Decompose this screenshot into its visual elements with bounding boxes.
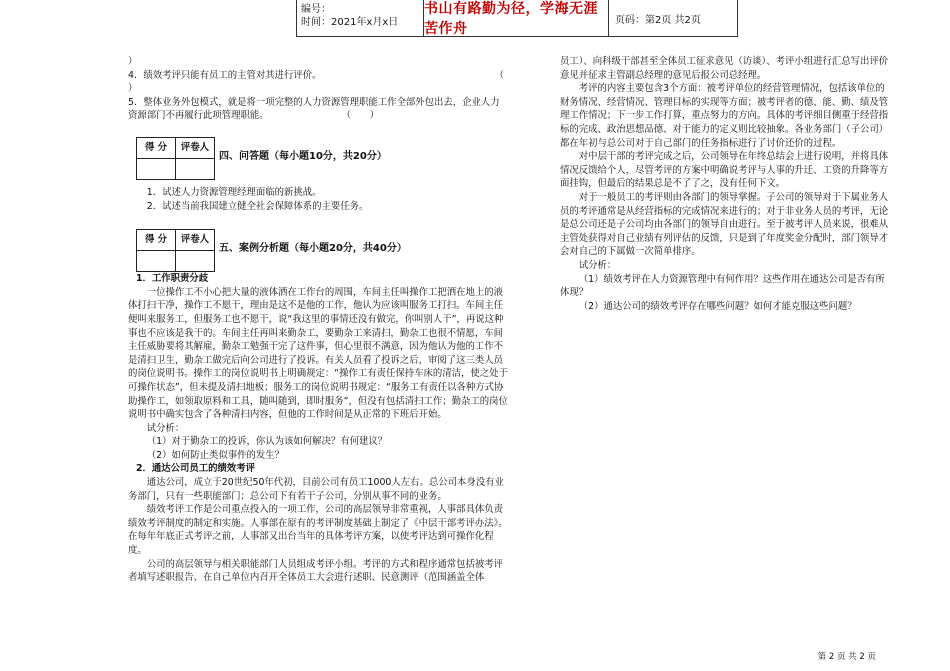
section-4-question-2: 2．试述当前我国建立健全社会保障体系的主要任务。 [146, 200, 369, 212]
score-label: 得 分 [137, 230, 176, 251]
score-cell[interactable] [137, 158, 176, 179]
grader-label: 评卷人 [176, 137, 215, 158]
case-2-paragraph-3-cont: 员工）、向科级干部甚至全体员工征求意见（访谈）、考评小组进行汇总写出评价意见并征求主管副总经理的意见后报公司总经理。 [560, 56, 889, 81]
code-label: 编号： [301, 4, 331, 15]
case-1-question-1: （1）对于勤杂工的投诉，你认为该如何解决？有何建议？ [146, 436, 388, 448]
case-2-paragraph-6: 对于一般员工的考评则由各部门的领导掌握。子公司的领导对于下属业务人员的考评通常是从经营指标的完成情况来进行的；对于非业务人员的考评，无论是总公司还是子公司均由各部门的领导自由进行。至于被考评人员来说，很难从主管处获得对自己业绩有列评估的反馈，只是到了年度奖金分配时，部门领导才会对自己的下属做一次简单排序。 [560, 191, 889, 258]
true-false-item-4 [128, 69, 508, 83]
case-2-paragraph-3: 公司的高层领导与相关职能部门人员组成考评小组。考评的方式和程序通常包括被考评者填写述职报告、在自己单位内召开全体员工大会进行述职、民意测评（范围涵盖全体 [128, 558, 504, 584]
case-2-paragraph-2: 绩效考评工作是公司重点投入的一项工作，公司的高层领导非常重视，人事部具体负责绩效考评制度的制定和实施。人事部在原有的考评制度基础上制定了《中层干部考评办法》。在每年年底正式考评之前，人事部又出台当年的具体考评方案，以使考评达到可操作化程度。 [128, 504, 508, 557]
case-2-question-1: （1）绩效考评在人力资源管理中有何作用？这些作用在通达公司是否有所体现？ [560, 273, 885, 299]
section-4-header [136, 137, 508, 180]
section-5-header [136, 229, 508, 272]
prev-item-close: ） [128, 56, 138, 67]
case-2-paragraph-5: 对中层干部的考评完成之后，公司领导在年终总结会上进行说明，并将具体情况反馈给个人，尽管考评的方案中明确说考评与人事的升迁、工资的升降等方面挂钩，但最后的结果总是不了了之，没有任何下文。 [560, 151, 889, 190]
case-2-title: 2．通达公司员工的绩效考评 [136, 463, 256, 475]
section-5-title: 五、案例分析题（每小题20分，共40分） [219, 242, 407, 254]
score-cell[interactable] [137, 251, 176, 272]
case-2-paragraph-1: 通达公司，成立于20世纪50年代初，目前公司有员工1000人左右。总公司本身没有业务部门，只有一些职能部门；总公司下有若干子公司，分别从事不同的业务。 [128, 477, 504, 502]
score-table-4 [136, 137, 215, 180]
page-footer: 第 2 页 共 2 页 [817, 652, 876, 662]
case-1-title: 1．工作职责分歧 [136, 273, 209, 285]
case-1-body: 一位操作工不小心把大量的液体洒在工作台的周围，车间主任叫操作工把洒在地上的液体打扫干净，操作工不愿干，理由是这不是他的工作，他认为应该叫服务工打扫。车间主任便叫来服务工，但服务工也不愿干，说“我这里的事情还没有做完，你叫别人干”，再说这种事也不应该是我干的。车间主任再叫来勤杂工，要勤杂工来清扫，勤杂工也很不情愿，车间主任威胁要将其解雇，勤杂工勉强干完了这件事，但心里很不满意，因为他认为他的工作不是清扫卫生，勤杂工做完后向公司进行了投诉。有关人员看了投诉之后，审阅了这三类人员的岗位说明书。操作工的岗位说明书上明确规定：“操作工有责任保持车床的清洁，使之处于可操作状态”，但未提及清扫地板；服务工的岗位说明书规定：“服务工有责任以各种方式协助操作工，如领取原料和工具，随叫随到，即时服务”，但没有包括清扫工作；勤杂工的岗位说明书中确实包含了各种清扫内容，但他的工作时间是从正常的下班后开始。 [128, 286, 508, 421]
header-motto: 书山有路勤为径，学海无涯苦作舟 [424, 0, 609, 36]
left-column [128, 55, 508, 585]
case-2-paragraph-4: 考评的内容主要包含3个方面：被考评单位的经营管理情况，包括该单位的财务情况、经营情况、管理目标的实现等方面；被考评者的德、能、勤、绩及管理工作情况；下一步工作打算，重点努力的方向。具体的考评细目侧重于经营指标的完成、政治思想品德、对于能力的定义则比较抽象。各业务部门（子公司）都在年初与总公司对于自己部门的任务指标进行了讨价还价的过程。 [560, 83, 889, 149]
item-4-text: 4．绩效考评只能有员工的主管对其进行评价。 [128, 69, 322, 81]
grader-cell[interactable] [176, 158, 215, 179]
page-header [296, 0, 738, 37]
header-meta [297, 0, 424, 36]
item-5-blank: （ ） [341, 110, 380, 122]
item-4-close: ） [128, 83, 138, 95]
section-4-question-1: 1．试述人力资源管理经理面临的新挑战。 [146, 186, 322, 198]
case-2-question-2: （2）通达公司的绩效考评存在哪些问题？如何才能克服这些问题？ [578, 300, 857, 312]
true-false-item-5 [128, 96, 508, 123]
time-label: 时间：2021年x月x日 [301, 17, 399, 28]
header-page-info: 页码：第2页 共2页 [615, 14, 701, 26]
score-table-5 [136, 229, 215, 272]
section-4-title: 四、问答题（每小题10分，共20分） [219, 150, 387, 162]
score-label: 得 分 [137, 137, 176, 158]
item-4-blank: （ [494, 69, 504, 81]
grader-label: 评卷人 [176, 230, 215, 251]
right-column [560, 55, 890, 313]
case-1-question-2: （2）如何防止类似事件的发生？ [146, 449, 285, 461]
case-2-ask: 试分析： [578, 259, 617, 271]
case-1-ask: 试分析： [146, 422, 185, 434]
grader-cell[interactable] [176, 251, 215, 272]
item-5-text: 5．整体业务外包模式，就是将一项完整的人力资源管理职能工作全部外包出去，企业人力资源部门不再履行此项管理职能。 [128, 96, 500, 122]
